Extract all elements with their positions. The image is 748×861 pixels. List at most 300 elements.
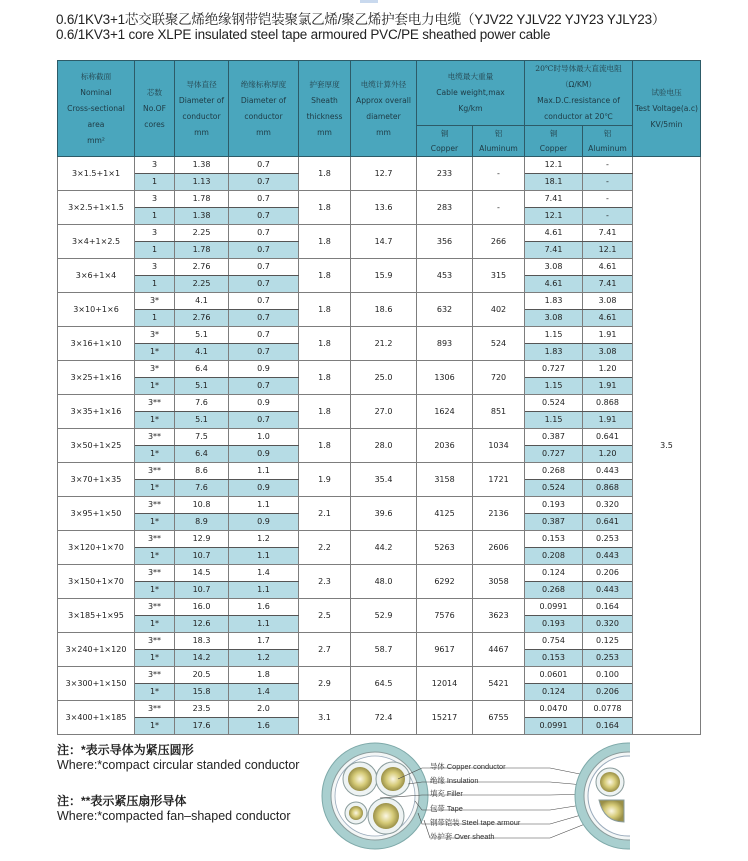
cell-cores: 3** [135,497,175,514]
cell-resistance-aluminum: 0.641 [583,514,633,531]
cell-conductor-diameter: 23.5 [175,701,229,718]
cell-resistance-aluminum: 0.0778 [583,701,633,718]
cell-insulation-thickness: 0.7 [229,344,299,361]
cell-insulation-thickness: 0.7 [229,208,299,225]
cell-insulation-thickness: 1.8 [229,667,299,684]
cell-resistance-copper: 7.41 [525,242,583,259]
header-res-copper-cn: 铜 [549,128,558,138]
cell-weight-copper: 15217 [417,701,473,735]
table-row [58,599,701,616]
page-title-en: 0.6/1KV3+1 core XLPE insulated steel tape armoured PVC/PE sheathed power cable [56,27,551,42]
note-1-en: Where:*compact circular standed conductor [57,758,300,772]
cell-weight-aluminum: 5421 [473,667,525,701]
cell-conductor-diameter: 1.38 [175,157,229,174]
cell-resistance-copper: 1.83 [525,344,583,361]
cell-resistance-copper: 18.1 [525,174,583,191]
cell-insulation-thickness: 0.7 [229,293,299,310]
cell-overall-diameter: 14.7 [351,225,417,259]
cell-resistance-aluminum: 0.320 [583,616,633,633]
cell-insulation-thickness: 1.1 [229,463,299,480]
cell-cores: 1* [135,718,175,735]
table-row [58,157,701,174]
cell-conductor-diameter: 2.76 [175,259,229,276]
cell-conductor-diameter: 7.6 [175,395,229,412]
cell-insulation-thickness: 0.7 [229,174,299,191]
top-decoration [360,0,378,3]
header-cores [135,61,175,157]
cell-nominal-area: 3×25+1×16 [58,361,135,395]
cell-resistance-aluminum: 7.41 [583,276,633,293]
cell-cores: 3** [135,633,175,650]
header-weight-en1: Cable weight,max [436,88,505,97]
cell-resistance-aluminum: 0.164 [583,599,633,616]
cable-cross-section-diagram [320,738,630,856]
cell-overall-diameter: 72.4 [351,701,417,735]
table-row [58,395,701,412]
cell-insulation-thickness: 0.7 [229,378,299,395]
header-res-unit: （Ω/KM） [560,80,597,89]
cell-weight-copper: 6292 [417,565,473,599]
cable-spec-table [57,60,701,735]
cell-overall-diameter: 13.6 [351,191,417,225]
cell-conductor-diameter: 14.5 [175,565,229,582]
cell-nominal-area: 3×95+1×50 [58,497,135,531]
cell-sheath-thickness: 2.1 [299,497,351,531]
cell-cores: 1* [135,378,175,395]
cell-cores: 1* [135,684,175,701]
header-od-unit: mm [376,127,391,137]
cell-cores: 3 [135,225,175,242]
cell-weight-aluminum: 524 [473,327,525,361]
header-weight-aluminum [473,126,525,157]
table-row [58,259,701,276]
cell-conductor-diameter: 12.9 [175,531,229,548]
header-od-en1: Approx overall [356,95,411,105]
cell-conductor-diameter: 16.0 [175,599,229,616]
cell-insulation-thickness: 0.7 [229,412,299,429]
cell-overall-diameter: 15.9 [351,259,417,293]
cell-insulation-thickness: 1.1 [229,497,299,514]
cell-cores: 3* [135,361,175,378]
page-title-cn: 0.6/1KV3+1芯交联聚乙烯绝缘钢带铠装聚氯乙烯/聚乙烯护套电力电缆（YJV22 YJLV22 YJY23 YJLY23） [56,12,666,27]
header-res-cn: 20℃时导体最大直流电阻 [535,64,622,73]
cell-cores: 3* [135,327,175,344]
label-over-sheath: 外护套 Over sheath [430,832,495,841]
table-row [58,667,701,684]
header-nominal-en3: area [87,119,105,129]
header-res-en2: conductor at 20℃ [544,112,613,121]
cell-conductor-diameter: 1.78 [175,191,229,208]
cell-resistance-copper: 12.1 [525,208,583,225]
table-row [58,565,701,582]
cell-weight-copper: 233 [417,157,473,191]
cell-conductor-diameter: 12.6 [175,616,229,633]
cell-weight-aluminum: 3623 [473,599,525,633]
cell-sheath-thickness: 3.1 [299,701,351,735]
header-cores-en2: cores [144,119,165,129]
cell-cores: 1 [135,310,175,327]
header-nominal-cn: 标称截面 [80,71,112,81]
cell-conductor-diameter: 6.4 [175,361,229,378]
cell-weight-aluminum: 1721 [473,463,525,497]
cell-sheath-thickness: 1.8 [299,225,351,259]
cell-conductor-diameter: 10.7 [175,582,229,599]
cell-insulation-thickness: 0.7 [229,157,299,174]
header-insulation-unit: mm [256,127,271,137]
cell-cores: 3** [135,395,175,412]
header-nominal-en1: Nominal [80,87,112,97]
cell-overall-diameter: 18.6 [351,293,417,327]
cell-nominal-area: 3×6+1×4 [58,259,135,293]
cell-resistance-aluminum: 0.443 [583,463,633,480]
conductor-2a [600,772,620,792]
header-nominal-unit: mm² [87,135,105,145]
cell-cores: 1 [135,242,175,259]
cell-weight-copper: 3158 [417,463,473,497]
label-insulation: 绝缘 Insulation [430,776,479,785]
header-res-aluminum-cn: 铝 [603,128,612,138]
cell-resistance-aluminum: - [583,157,633,174]
cell-overall-diameter: 39.6 [351,497,417,531]
cell-resistance-aluminum: 0.253 [583,531,633,548]
cell-cores: 3** [135,429,175,446]
cell-sheath-thickness: 1.8 [299,395,351,429]
cell-weight-aluminum: 266 [473,225,525,259]
cell-resistance-aluminum: 1.91 [583,327,633,344]
header-conductor-en1: Diameter of [178,95,225,105]
cell-insulation-thickness: 1.4 [229,565,299,582]
cell-cores: 1* [135,446,175,463]
cell-conductor-diameter: 2.76 [175,310,229,327]
header-od-en2: diameter [366,111,401,121]
cell-weight-aluminum: 315 [473,259,525,293]
cell-conductor-diameter: 1.38 [175,208,229,225]
cell-resistance-aluminum: 0.164 [583,718,633,735]
cell-resistance-aluminum: 0.641 [583,429,633,446]
header-overall-diameter [351,61,417,157]
header-cable-weight [417,61,525,126]
header-weight-unit: Kg/km [458,104,483,113]
cell-overall-diameter: 28.0 [351,429,417,463]
cell-overall-diameter: 35.4 [351,463,417,497]
cell-insulation-thickness: 1.4 [229,684,299,701]
header-sheath-thickness [299,61,351,157]
sector-conductor-cable [575,743,630,849]
cell-weight-copper: 5263 [417,531,473,565]
header-od-cn: 电缆计算外径 [360,79,407,89]
header-conductor-diameter [175,61,229,157]
cell-resistance-copper: 0.193 [525,616,583,633]
cell-nominal-area: 3×35+1×16 [58,395,135,429]
cell-conductor-diameter: 2.25 [175,225,229,242]
cell-resistance-copper: 0.387 [525,429,583,446]
cell-insulation-thickness: 0.9 [229,480,299,497]
label-steel-tape-armour: 钢带铠装 Steel tape armour [430,818,521,827]
cell-resistance-copper: 0.387 [525,514,583,531]
cell-insulation-thickness: 0.9 [229,446,299,463]
cell-weight-aluminum: 4467 [473,633,525,667]
cell-sheath-thickness: 2.5 [299,599,351,633]
cell-sheath-thickness: 1.9 [299,463,351,497]
cell-weight-aluminum: 1034 [473,429,525,463]
cell-resistance-copper: 0.727 [525,446,583,463]
cell-resistance-aluminum: - [583,191,633,208]
conductor-neutral [349,806,363,820]
cell-conductor-diameter: 1.13 [175,174,229,191]
cell-resistance-copper: 0.153 [525,531,583,548]
cell-resistance-aluminum: - [583,174,633,191]
cell-insulation-thickness: 1.2 [229,531,299,548]
header-weight-cn: 电缆最大重量 [447,72,494,81]
header-insulation-thickness [229,61,299,157]
cell-resistance-aluminum: 0.125 [583,633,633,650]
header-cores-cn: 芯数 [146,87,163,97]
cell-insulation-thickness: 1.6 [229,718,299,735]
cell-nominal-area: 3×10+1×6 [58,293,135,327]
cell-cores: 3** [135,667,175,684]
cell-insulation-thickness: 1.0 [229,429,299,446]
cell-insulation-thickness: 1.1 [229,548,299,565]
cell-cores: 1* [135,412,175,429]
cell-insulation-thickness: 1.2 [229,650,299,667]
cell-sheath-thickness: 2.9 [299,667,351,701]
header-weight-copper-cn: 铜 [440,128,449,138]
cell-resistance-aluminum: 0.868 [583,480,633,497]
cell-weight-aluminum: 6755 [473,701,525,735]
cell-cores: 3 [135,259,175,276]
cell-resistance-copper: 0.124 [525,684,583,701]
cell-overall-diameter: 58.7 [351,633,417,667]
cell-insulation-thickness: 0.7 [229,276,299,293]
cell-resistance-copper: 0.124 [525,565,583,582]
cell-weight-copper: 453 [417,259,473,293]
cell-conductor-diameter: 15.8 [175,684,229,701]
cell-resistance-aluminum: 12.1 [583,242,633,259]
cell-nominal-area: 3×300+1×150 [58,667,135,701]
cell-weight-copper: 2036 [417,429,473,463]
header-voltage-cn: 试验电压 [651,87,682,97]
cell-cores: 1* [135,514,175,531]
cell-insulation-thickness: 0.7 [229,310,299,327]
header-res-copper [525,126,583,157]
conductor-1 [348,767,372,791]
header-sheath-cn: 护套厚度 [309,79,340,89]
table-body [58,157,701,735]
conductor-2 [381,767,405,791]
cell-resistance-aluminum: 1.20 [583,361,633,378]
cell-resistance-copper: 12.1 [525,157,583,174]
cell-resistance-aluminum: 0.868 [583,395,633,412]
cell-weight-aluminum: 3058 [473,565,525,599]
cell-resistance-aluminum: 0.443 [583,548,633,565]
cell-insulation-thickness: 0.7 [229,191,299,208]
cell-resistance-aluminum: 4.61 [583,259,633,276]
cell-nominal-area: 3×400+1×185 [58,701,135,735]
cell-resistance-copper: 0.268 [525,463,583,480]
table-row [58,429,701,446]
header-nominal-en2: Cross-sectional [67,103,125,113]
cell-nominal-area: 3×2.5+1×1.5 [58,191,135,225]
cell-cores: 3* [135,293,175,310]
conductor-3 [373,803,399,829]
header-res-copper-en: Copper [539,143,568,153]
table-row [58,191,701,208]
cell-cores: 1* [135,344,175,361]
cell-weight-copper: 12014 [417,667,473,701]
cell-weight-copper: 893 [417,327,473,361]
cell-cores: 1* [135,548,175,565]
cell-nominal-area: 3×240+1×120 [58,633,135,667]
header-res-aluminum [583,126,633,157]
cell-resistance-copper: 1.83 [525,293,583,310]
cell-resistance-copper: 4.61 [525,225,583,242]
cell-overall-diameter: 21.2 [351,327,417,361]
cell-nominal-area: 3×185+1×95 [58,599,135,633]
cell-conductor-diameter: 8.9 [175,514,229,531]
table-row [58,701,701,718]
cell-weight-aluminum: 851 [473,395,525,429]
cell-conductor-diameter: 1.78 [175,242,229,259]
table-row [58,531,701,548]
cell-conductor-diameter: 5.1 [175,378,229,395]
cell-conductor-diameter: 7.6 [175,480,229,497]
table-row [58,361,701,378]
cell-insulation-thickness: 1.6 [229,599,299,616]
header-sheath-en1: Sheath [311,95,338,105]
cell-cores: 1 [135,276,175,293]
cell-sheath-thickness: 1.8 [299,429,351,463]
cell-nominal-area: 3×4+1×2.5 [58,225,135,259]
header-voltage-en1: Test Voltage(a.c) [634,103,699,113]
cell-overall-diameter: 27.0 [351,395,417,429]
header-voltage-unit: KV/5min [650,119,683,129]
cell-sheath-thickness: 1.8 [299,191,351,225]
cell-resistance-aluminum: 0.253 [583,650,633,667]
cell-resistance-copper: 1.15 [525,327,583,344]
cell-cores: 1 [135,174,175,191]
header-weight-aluminum-en: Aluminum [479,143,518,153]
label-filler: 填充 Filler [430,789,463,798]
cell-resistance-copper: 0.193 [525,497,583,514]
header-cores-en1: No.OF [143,103,166,113]
cell-sheath-thickness: 2.2 [299,531,351,565]
cell-cores: 3 [135,157,175,174]
cell-weight-copper: 4125 [417,497,473,531]
cell-conductor-diameter: 14.2 [175,650,229,667]
cell-nominal-area: 3×16+1×10 [58,327,135,361]
header-conductor-unit: mm [194,127,209,137]
note-2-cn: 注：**表示紧压扇形导体 [57,794,187,808]
cell-overall-diameter: 52.9 [351,599,417,633]
cell-resistance-copper: 3.08 [525,310,583,327]
header-dc-resistance [525,61,633,126]
cell-overall-diameter: 44.2 [351,531,417,565]
cell-conductor-diameter: 20.5 [175,667,229,684]
cell-cores: 3** [135,531,175,548]
header-insulation-en1: Diameter of [240,95,287,105]
cell-cores: 1* [135,650,175,667]
cell-weight-copper: 632 [417,293,473,327]
cell-insulation-thickness: 1.1 [229,616,299,633]
cell-conductor-diameter: 2.25 [175,276,229,293]
cell-conductor-diameter: 5.1 [175,412,229,429]
cell-resistance-aluminum: - [583,208,633,225]
cell-cores: 3** [135,701,175,718]
cell-conductor-diameter: 4.1 [175,293,229,310]
cell-conductor-diameter: 18.3 [175,633,229,650]
cell-resistance-copper: 0.727 [525,361,583,378]
header-nominal-area [58,61,135,157]
cell-resistance-copper: 0.524 [525,395,583,412]
cell-resistance-copper: 0.524 [525,480,583,497]
cell-nominal-area: 3×1.5+1×1 [58,157,135,191]
cell-sheath-thickness: 1.8 [299,293,351,327]
header-conductor-cn: 导体直径 [186,79,217,89]
cell-overall-diameter: 12.7 [351,157,417,191]
cell-conductor-diameter: 10.7 [175,548,229,565]
cell-resistance-copper: 0.153 [525,650,583,667]
cell-resistance-aluminum: 0.443 [583,582,633,599]
cell-weight-aluminum: - [473,157,525,191]
header-res-en1: Max.D.C.resistance of [537,96,620,105]
cell-weight-copper: 9617 [417,633,473,667]
cell-insulation-thickness: 0.9 [229,514,299,531]
cell-resistance-copper: 0.208 [525,548,583,565]
table-row [58,633,701,650]
cell-resistance-copper: 0.0991 [525,718,583,735]
cell-resistance-copper: 0.0470 [525,701,583,718]
cell-insulation-thickness: 1.7 [229,633,299,650]
cell-insulation-thickness: 0.7 [229,259,299,276]
cell-resistance-copper: 0.0601 [525,667,583,684]
note-1-cn: 注：*表示导体为紧压圆形 [57,743,194,757]
cell-resistance-aluminum: 0.100 [583,667,633,684]
header-insulation-cn: 绝缘标称厚度 [240,79,287,89]
cell-conductor-diameter: 17.6 [175,718,229,735]
table-row [58,497,701,514]
cell-overall-diameter: 48.0 [351,565,417,599]
cell-resistance-aluminum: 1.20 [583,446,633,463]
cell-resistance-aluminum: 1.91 [583,412,633,429]
table-row [58,293,701,310]
cell-weight-aluminum: - [473,191,525,225]
header-sheath-en2: thickness [306,111,343,121]
cell-resistance-aluminum: 3.08 [583,344,633,361]
cell-weight-copper: 283 [417,191,473,225]
cell-conductor-diameter: 4.1 [175,344,229,361]
header-weight-copper-en: Copper [430,143,459,153]
cell-sheath-thickness: 1.8 [299,259,351,293]
cell-resistance-copper: 3.08 [525,259,583,276]
cell-cores: 3** [135,599,175,616]
cell-insulation-thickness: 0.7 [229,327,299,344]
cell-resistance-aluminum: 0.320 [583,497,633,514]
cell-cores: 1* [135,582,175,599]
label-tape: 包带 Tape [430,804,463,813]
cell-sheath-thickness: 1.8 [299,361,351,395]
table-row [58,327,701,344]
cell-weight-aluminum: 402 [473,293,525,327]
cell-sheath-thickness: 1.8 [299,327,351,361]
cell-cores: 3 [135,191,175,208]
cell-weight-copper: 1306 [417,361,473,395]
cell-insulation-thickness: 2.0 [229,701,299,718]
header-weight-copper [417,126,473,157]
table-row [58,225,701,242]
cell-insulation-thickness: 0.9 [229,361,299,378]
cell-resistance-aluminum: 1.91 [583,378,633,395]
cell-conductor-diameter: 6.4 [175,446,229,463]
